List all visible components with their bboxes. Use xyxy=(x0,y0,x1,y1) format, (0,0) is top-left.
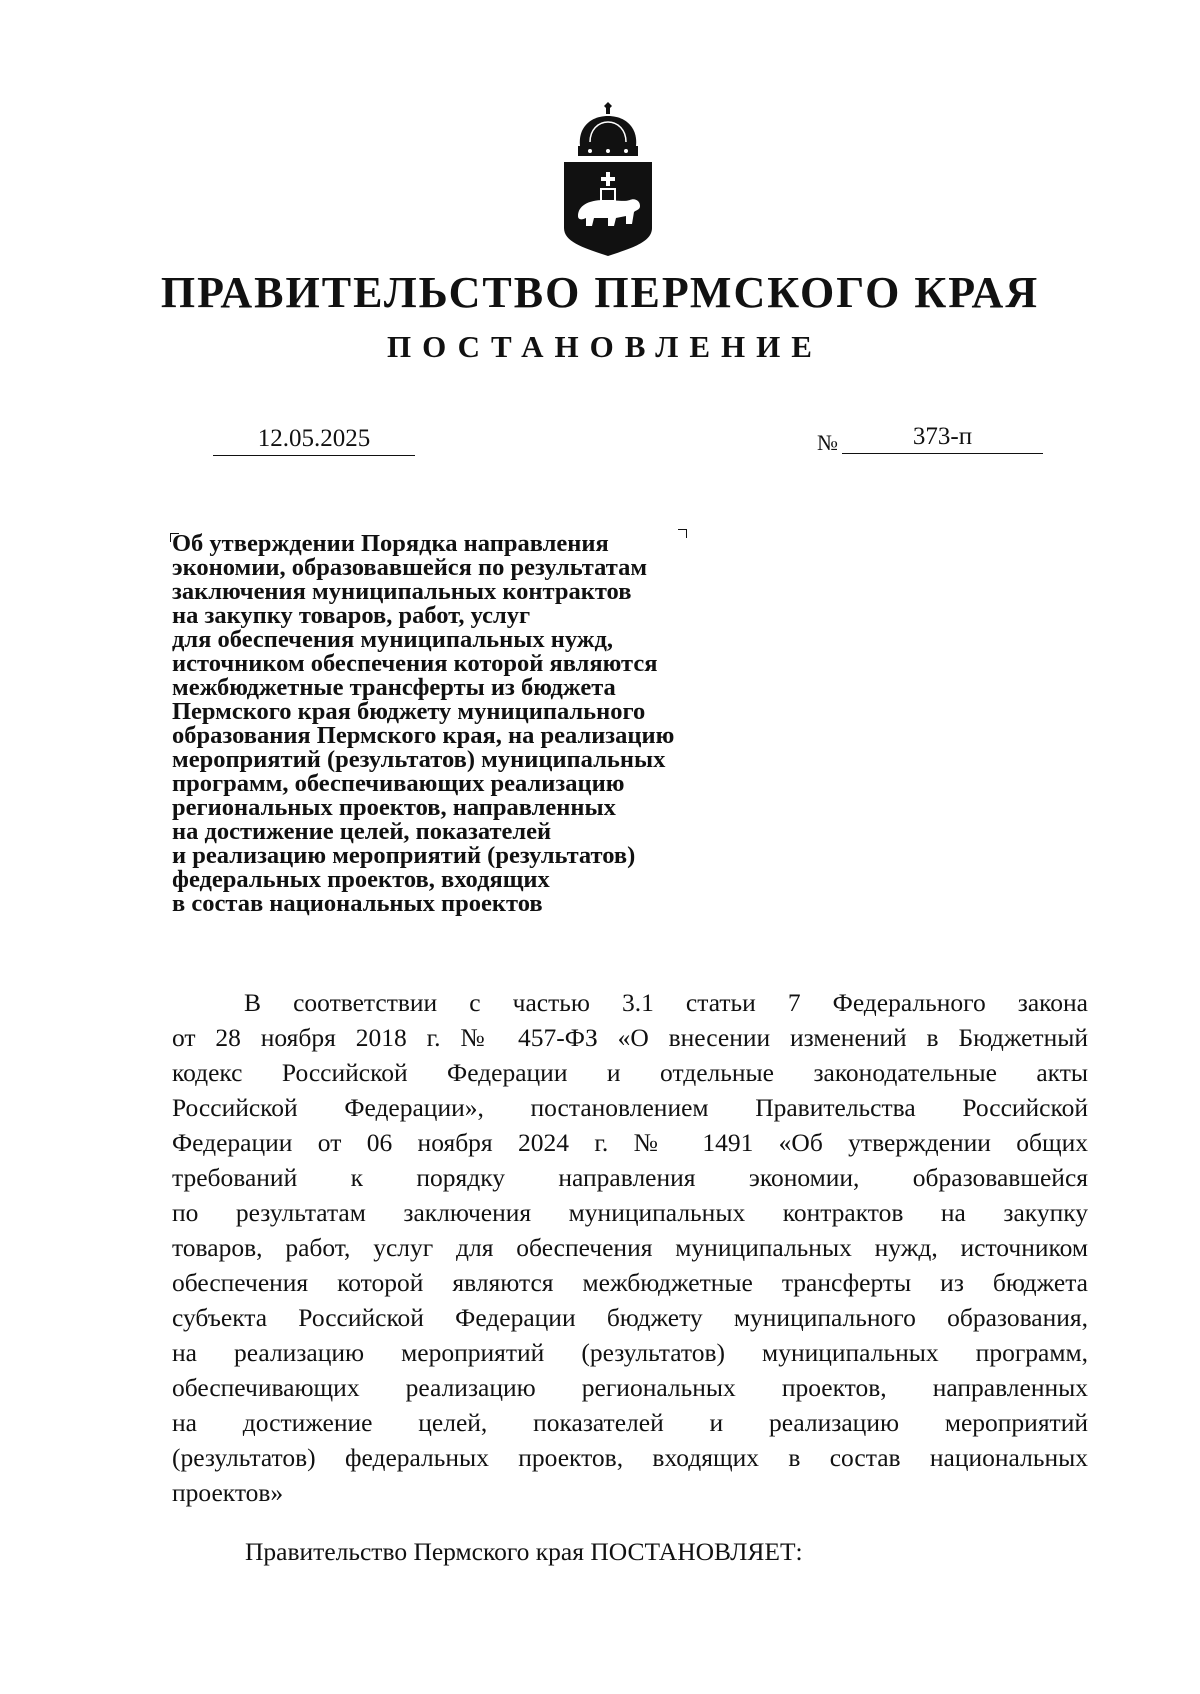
preamble-line: (результатов) федеральных проектов, входящих в состав национальных xyxy=(172,1443,1088,1472)
preamble-line: В соответствии с частью 3.1 статьи 7 Федерального закона xyxy=(244,988,1088,1017)
government-title: ПРАВИТЕЛЬСТВО ПЕРМСКОГО КРАЯ xyxy=(160,268,1040,317)
preamble-line: субъекта Российской Федерации бюджету муниципального образования, xyxy=(172,1303,1088,1332)
number-label: № xyxy=(817,430,838,455)
preamble-line: на достижение целей, показателей и реализацию мероприятий xyxy=(172,1408,1088,1437)
resolution-statement: Правительство Пермского края ПОСТАНОВЛЯЕТ: xyxy=(245,1537,803,1566)
subject-line: на достижение целей, показателей xyxy=(172,818,552,845)
preamble-line: на реализацию мероприятий (результатов) муниципальных программ, xyxy=(172,1338,1088,1367)
preamble-line: проектов» xyxy=(172,1478,284,1507)
document-type: ПОСТАНОВЛЕНИЕ xyxy=(387,329,823,364)
preamble-line: обеспечивающих реализацию региональных проектов, направленных xyxy=(172,1373,1088,1402)
subject-line: заключения муниципальных контрактов xyxy=(172,578,632,605)
preamble-line: кодекс Российской Федерации и отдельные законодательные акты xyxy=(172,1058,1088,1087)
subject-line: мероприятий (результатов) муниципальных xyxy=(172,746,666,773)
document-date: 12.05.2025 xyxy=(213,424,415,456)
preamble-paragraph xyxy=(172,985,1088,1510)
document-subject xyxy=(172,532,792,916)
subject-line: образования Пермского края, на реализацию xyxy=(172,722,675,749)
preamble-line: по результатам заключения муниципальных контрактов на закупку xyxy=(172,1198,1088,1227)
preamble-line: Российской Федерации», постановлением Правительства Российской xyxy=(172,1093,1088,1122)
subject-line: и реализацию мероприятий (результатов) xyxy=(172,842,636,869)
subject-line: в состав национальных проектов xyxy=(172,890,543,917)
subject-line: межбюджетные трансферты из бюджета xyxy=(172,674,616,701)
subject-line: федеральных проектов, входящих xyxy=(172,866,550,893)
subject-line: Об утверждении Порядка направления xyxy=(172,530,609,557)
subject-line: экономии, образовавшейся по результатам xyxy=(172,554,648,581)
subject-line: Пермского края бюджету муниципального xyxy=(172,698,646,725)
preamble-line: обеспечения которой являются межбюджетные трансферты из бюджета xyxy=(172,1268,1088,1297)
subject-line: источником обеспечения которой являются xyxy=(172,650,658,677)
preamble-line: товаров, работ, услуг для обеспечения муниципальных нужд, источником xyxy=(172,1233,1088,1262)
document-number: 373-п xyxy=(842,422,1043,454)
subject-line: региональных проектов, направленных xyxy=(172,794,616,821)
subject-line: программ, обеспечивающих реализацию xyxy=(172,770,625,797)
subject-line: на закупку товаров, работ, услуг xyxy=(172,602,531,629)
preamble-line: Федерации от 06 ноября 2024 г. № 1491 «Об утверждении общих xyxy=(172,1128,1088,1157)
perm-krai-coat-of-arms-icon xyxy=(560,100,656,256)
preamble-line: требований к порядку направления экономии, образовавшейся xyxy=(172,1163,1088,1192)
preamble-line: от 28 ноября 2018 г. № 457-ФЗ «О внесении изменений в Бюджетный xyxy=(172,1023,1088,1052)
subject-line: для обеспечения муниципальных нужд, xyxy=(172,626,614,653)
